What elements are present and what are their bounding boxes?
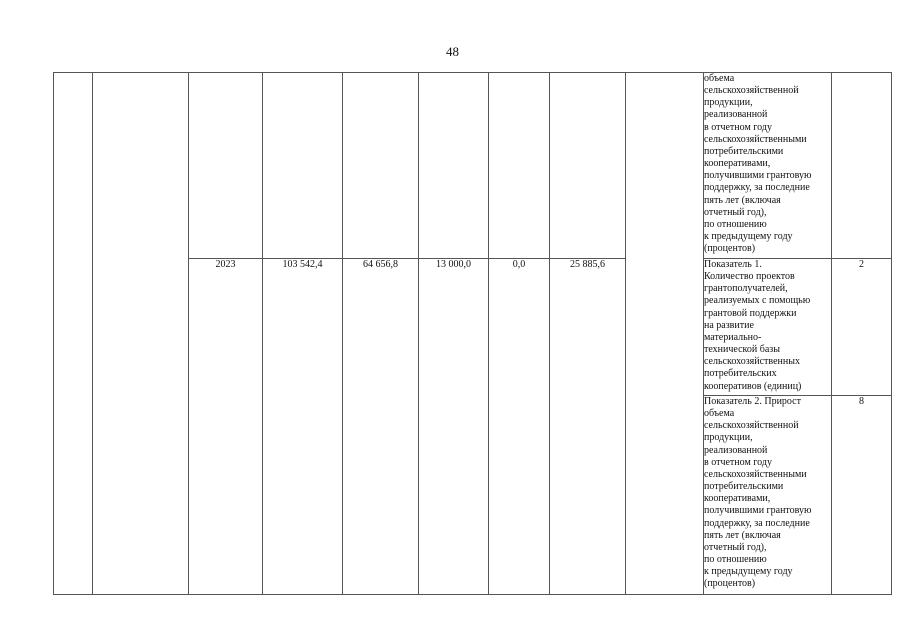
cell-empty: [626, 73, 704, 595]
total-amount: 103 542,4: [263, 259, 343, 595]
indicator-line: реализуемых с помощью: [704, 295, 811, 307]
indicator-line: технической базы: [704, 344, 780, 356]
indicator-2-cell: [704, 396, 832, 595]
amount-col3: 13 000,0: [419, 259, 489, 595]
indicator-line: сельскохозяйственными: [704, 468, 807, 480]
amount-col5: 25 885,6: [550, 259, 626, 595]
indicator-1-value: 2: [832, 259, 892, 396]
amount-col2: 64 656,8: [343, 259, 419, 595]
indicator-line: продукции,: [704, 97, 753, 109]
cell-empty: [189, 73, 263, 259]
indicator-line: продукции,: [704, 432, 753, 444]
indicator-line: материально-: [704, 331, 762, 343]
indicator-line: сельскохозяйственной: [704, 85, 799, 97]
indicator-line: на развитие: [704, 319, 754, 331]
budget-table: [53, 72, 892, 595]
indicator-line: объема: [704, 73, 735, 84]
indicator-line: реализованной: [704, 444, 768, 456]
cell-empty: [489, 73, 550, 259]
year-cell: 2023: [189, 259, 263, 595]
indicator-line: кооперативами,: [704, 493, 771, 505]
cell-empty: [419, 73, 489, 259]
indicator-line: (процентов): [704, 243, 756, 255]
indicator-line: грантополучателей,: [704, 283, 788, 295]
cell-empty: [263, 73, 343, 259]
indicator-line: поддержку, за последние: [704, 182, 810, 194]
indicator-line: пять лет (включая: [704, 194, 781, 206]
indicator-line: Показатель 2. Прирост: [704, 396, 801, 407]
table-row: [54, 73, 892, 259]
indicator-line: в отчетном году: [704, 121, 772, 133]
indicator-line: кооперативами,: [704, 158, 771, 170]
amount-col4: 0,0: [489, 259, 550, 595]
indicator-line: в отчетном году: [704, 456, 772, 468]
cell-empty: [93, 73, 189, 595]
indicator-line: реализованной: [704, 109, 768, 121]
indicator-line: сельскохозяйственными: [704, 133, 807, 145]
indicator-line: сельскохозяйственной: [704, 420, 799, 432]
indicator-line: по отношению: [704, 218, 767, 230]
cell-empty: [54, 73, 93, 595]
indicator-value: [832, 73, 892, 259]
indicator-line: получившими грантовую: [704, 170, 812, 182]
indicator-line: потребительскими: [704, 145, 784, 157]
indicator-line: потребительских: [704, 368, 777, 380]
indicator-line: Показатель 1.: [704, 259, 762, 270]
indicator-line: по отношению: [704, 554, 767, 566]
indicator-line: к предыдущему году: [704, 231, 793, 243]
page-number: 48: [446, 44, 459, 59]
indicator-line: получившими грантовую: [704, 505, 812, 517]
indicator-line: потребительскими: [704, 481, 784, 493]
indicator-line: объема: [704, 408, 735, 420]
indicator-line: сельскохозяйственных: [704, 356, 800, 368]
indicator-line: (процентов): [704, 578, 756, 590]
cell-empty: [343, 73, 419, 259]
indicator-line: поддержку, за последние: [704, 517, 810, 529]
indicator-2-value: 8: [832, 396, 892, 595]
indicator-cell-top: [704, 73, 832, 259]
indicator-line: Количество проектов: [704, 271, 795, 283]
cell-empty: [550, 73, 626, 259]
indicator-line: пять лет (включая: [704, 529, 781, 541]
indicator-1-cell: [704, 259, 832, 396]
indicator-line: к предыдущему году: [704, 566, 793, 578]
indicator-line: отчетный год),: [704, 541, 767, 553]
indicator-line: грантовой поддержки: [704, 307, 797, 319]
indicator-line: отчетный год),: [704, 206, 767, 218]
indicator-line: кооперативов (единиц): [704, 380, 802, 392]
